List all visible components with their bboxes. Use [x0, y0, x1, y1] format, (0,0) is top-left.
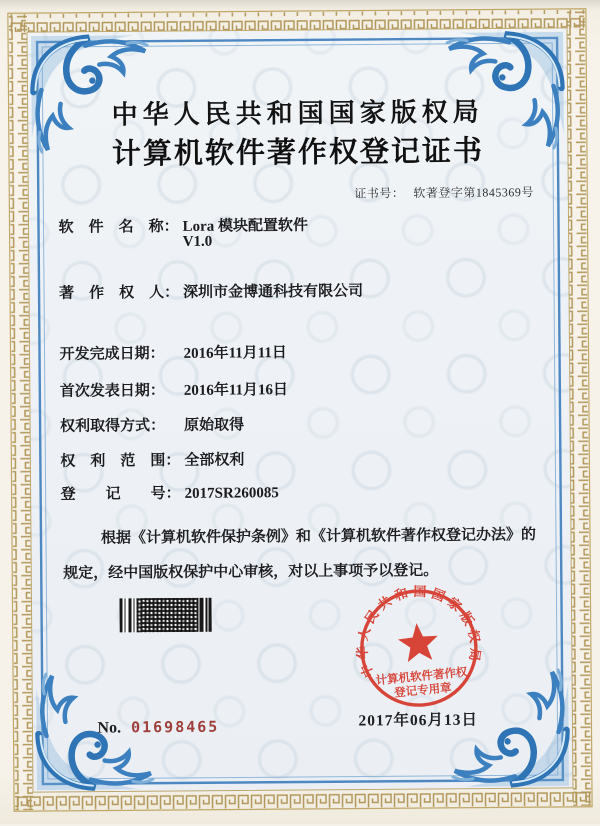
- field-label: 权 利 范 围：: [60, 452, 181, 470]
- field-value: 深圳市金博通科技有限公司: [182, 283, 364, 301]
- seal-ring-text: 中华人民共和国国家版权局: [354, 583, 484, 680]
- barcode-right-bars: [196, 598, 211, 632]
- authority-title: 中华人民共和国国家版权局: [111, 97, 484, 130]
- certificate-number: [354, 183, 534, 201]
- field-registration-number: [61, 481, 279, 504]
- field-label: 软 件 名 称：: [58, 218, 179, 236]
- field-rights-scope: [60, 448, 244, 470]
- certificate-number-value: 软著登字第1845369号: [413, 185, 534, 201]
- software-version: V1.0: [182, 233, 213, 250]
- field-label: 首次发表日期：: [59, 383, 165, 400]
- seal-star-icon: [397, 621, 440, 663]
- field-value: 原始取得: [184, 417, 245, 434]
- seal-line2: 登记专用章: [393, 682, 453, 700]
- seal-line1: 计算机软件著作权: [375, 666, 468, 688]
- field-first-publish-date: [60, 378, 288, 401]
- official-seal: [337, 566, 501, 730]
- field-label: 著 作 权 人：: [59, 284, 180, 302]
- barcode-data-matrix: [136, 598, 196, 632]
- field-value: 2016年11月11日: [183, 345, 287, 362]
- serial-number-line: [97, 718, 219, 738]
- certificate-title: 计算机软件著作权登记证书: [111, 135, 485, 171]
- field-label: 登 记 号：: [60, 485, 181, 503]
- field-value: 2016年11月16日: [183, 382, 289, 399]
- registration-statement: 根据《计算机软件保护条例》和《计算机软件著作权登记办法》的规定，经中国版权保护中心审核，对以上事项予以登记。: [63, 527, 537, 582]
- field-value: 全部权利: [184, 452, 245, 469]
- field-value: Lora 模块配置软件: [182, 217, 309, 235]
- barcode-left-bars: [119, 598, 136, 632]
- field-dev-complete-date: [59, 341, 287, 364]
- field-rights-acquisition: [60, 413, 244, 435]
- certificate-number-label: 证书号：: [354, 186, 405, 201]
- field-label: 开发完成日期：: [59, 346, 165, 363]
- field-label: 权利取得方式：: [60, 418, 166, 435]
- barcode: [119, 598, 211, 633]
- serial-label: No.: [97, 719, 122, 737]
- field-copyright-owner: [59, 280, 363, 303]
- serial-number: 01698465: [130, 717, 220, 737]
- field-value: 2017SR260085: [184, 485, 279, 502]
- issue-date: 2017年06月13日: [358, 711, 479, 730]
